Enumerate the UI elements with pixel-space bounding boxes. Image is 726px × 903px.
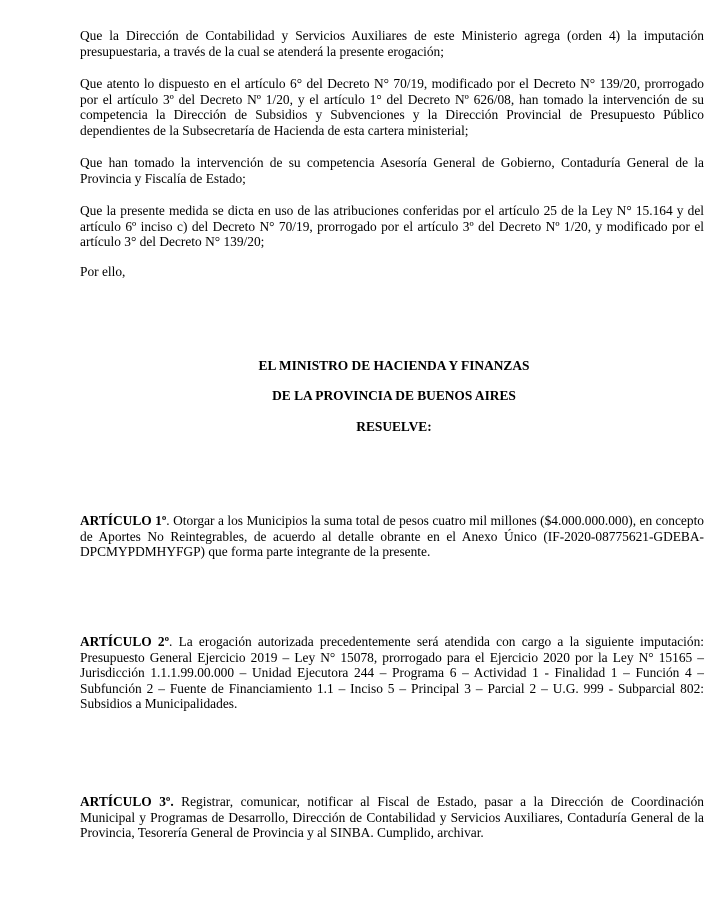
- article-2: [80, 634, 704, 712]
- heading-ministro: EL MINISTRO DE HACIENDA Y FINANZAS: [258, 358, 530, 373]
- article-3-label: ARTÍCULO 3º.: [80, 794, 174, 809]
- paragraph-atribuciones: Que la presente medida se dicta en uso de las atribuciones conferidas por el artículo 25 de la Ley N° 15.164 y del artículo 6º inciso c) del Decreto N° 70/19, prorrogado por el artículo 3º del Decreto Nº 1/20, y modificado por el artículo 3° del Decreto N° 139/20;: [80, 203, 704, 249]
- article-3: [80, 794, 704, 841]
- article-3-text: Registrar, comunicar, notificar al Fiscal de Estado, pasar a la Dirección de Coordinación Municipal y Programas de Desarrollo, Dirección de Contabilidad y Servicios Auxiliares, Contaduría General de la Provincia, Tesorería General de Provincia y al SINBA. Cumplido, archivar.: [80, 794, 704, 840]
- paragraph-intervencion-asesoria: Que han tomado la intervención de su competencia Asesoría General de Gobierno, Contaduría General de la Provincia y Fiscalía de Estado;: [80, 155, 704, 186]
- article-2-text: . La erogación autorizada precedentemente será atendida con cargo a la siguiente imputación: Presupuesto General Ejercicio 2019 – Ley N° 15078, prorrogado para el Ejercicio 2020 por la Ley N° 15165 – Jurisdicción 1.1.1.99.00.000 – Unidad Ejecutora 244 – Programa 6 – Actividad 1 - Finalidad 1 – Función 4 – Subfunción 2 – Fuente de Financiamiento 1.1 – Inciso 5 – Principal 3 – Parcial 2 – U.G. 999 - Subparcial 802: Subsidios a Municipalidades.: [80, 634, 704, 711]
- paragraph-imputacion: Que la Dirección de Contabilidad y Servicios Auxiliares de este Ministerio agrega (orden 4) la imputación presupuestaria, a través de la cual se atenderá la presente erogación;: [80, 28, 704, 59]
- paragraph-por-ello: Por ello,: [80, 264, 126, 279]
- heading-provincia: DE LA PROVINCIA DE BUENOS AIRES: [272, 388, 516, 403]
- paragraph-intervencion-direcciones: Que atento lo dispuesto en el artículo 6° del Decreto N° 70/19, modificado por el Decreto N° 139/20, prorrogado por el artículo 3º del Decreto Nº 1/20, y el artículo 1° del Decreto Nº 626/08, han tomado la intervención de su competencia la Dirección de Subsidios y Subvenciones y la Dirección Provincial de Presupuesto Público dependientes de la Subsecretaría de Hacienda de esta cartera ministerial;: [80, 76, 704, 138]
- article-1-text: . Otorgar a los Municipios la suma total de pesos cuatro mil millones ($4.000.000.000), en concepto de Aportes No Reintegrables, de acuerdo al detalle obrante en el Anexo Único (IF-2020-08775621-GDEBA-DPCMYPDMHYFGP) que forma parte integrante de la presente.: [80, 513, 704, 559]
- article-1-label: ARTÍCULO 1º: [80, 513, 167, 528]
- article-2-label: ARTÍCULO 2º: [80, 634, 170, 649]
- heading-resuelve: RESUELVE:: [356, 419, 432, 434]
- article-1: [80, 513, 704, 560]
